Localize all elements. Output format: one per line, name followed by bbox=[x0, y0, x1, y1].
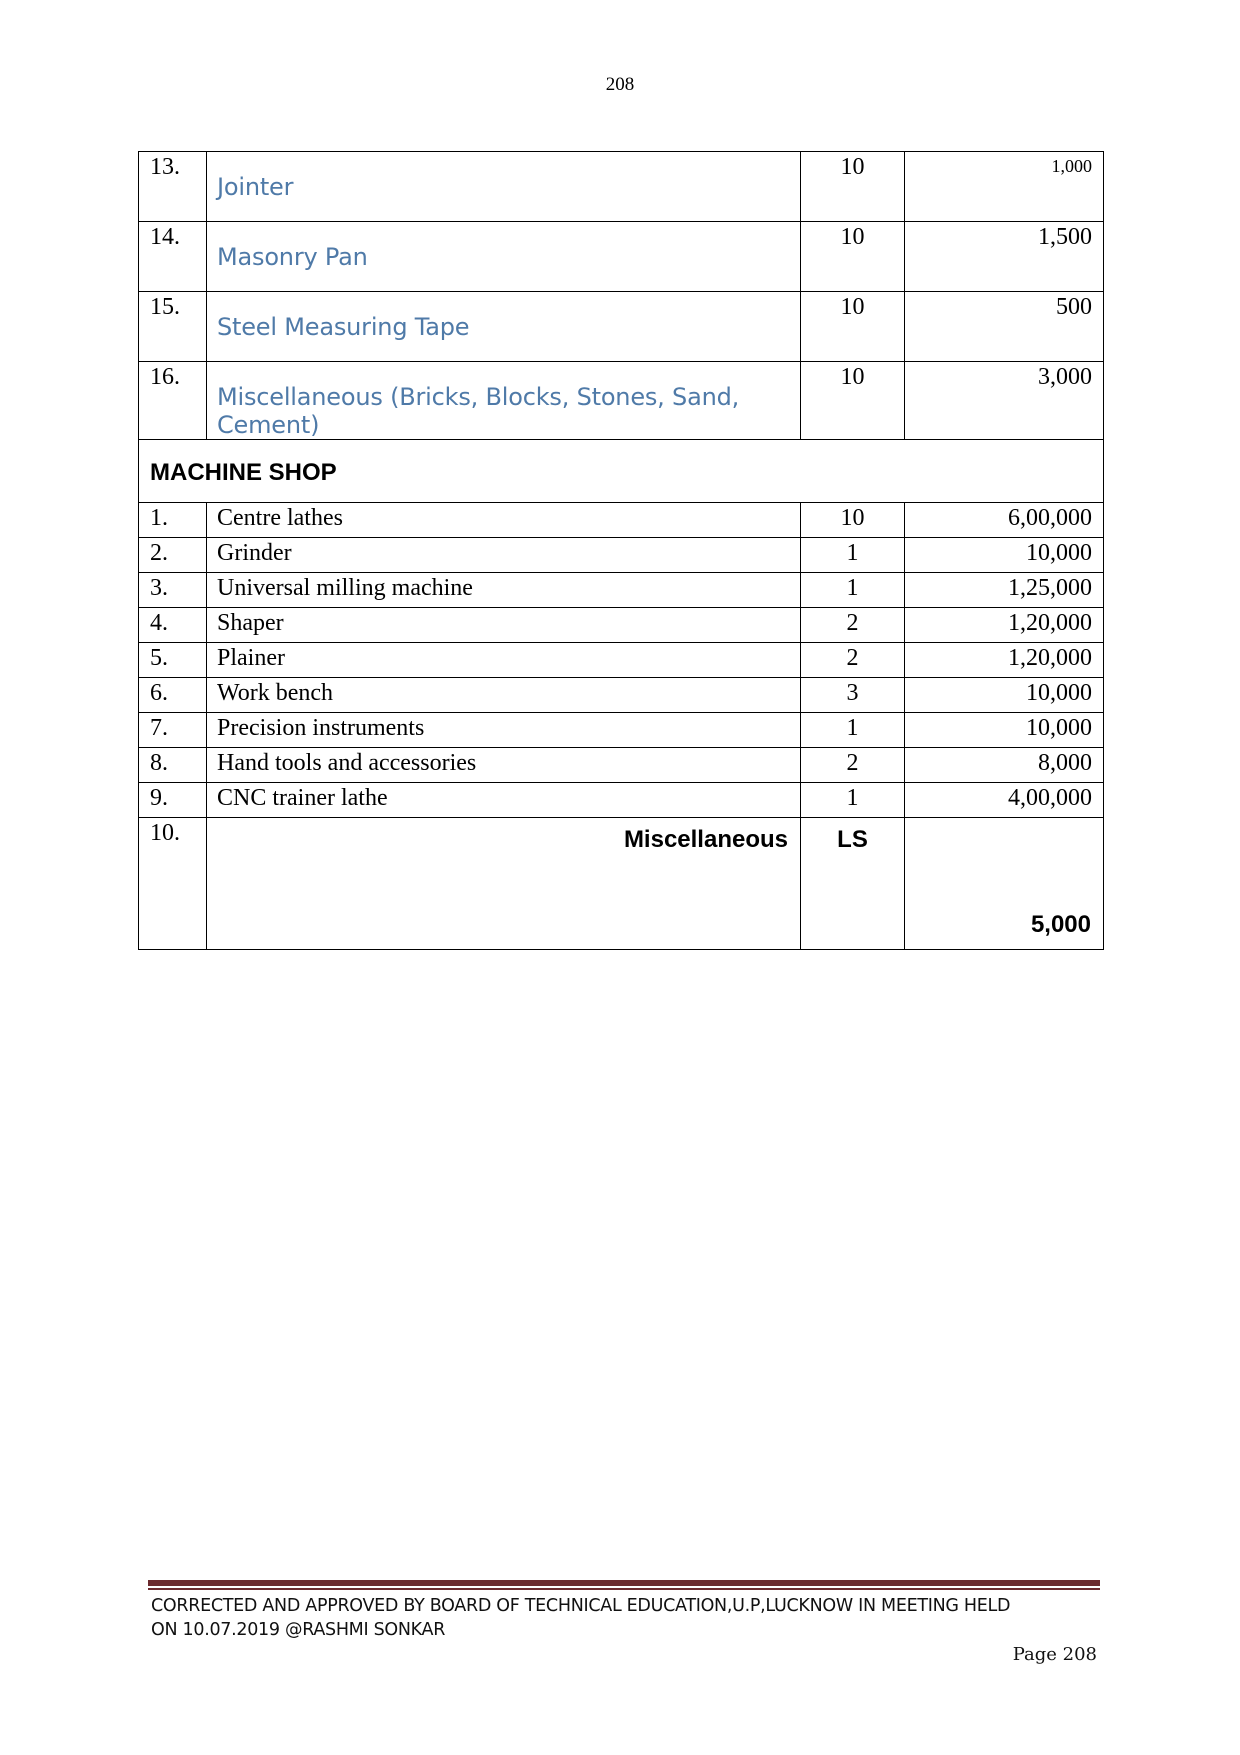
section-title: MACHINE SHOP bbox=[139, 440, 1104, 503]
item-name: Jointer bbox=[207, 152, 801, 222]
cost: 1,500 bbox=[905, 222, 1104, 292]
cost: 10,000 bbox=[905, 538, 1104, 573]
cost: 3,000 bbox=[905, 362, 1104, 440]
table-row bbox=[139, 783, 1104, 818]
footer-divider-thin bbox=[148, 1588, 1100, 1590]
table-row bbox=[139, 292, 1104, 362]
serial-number: 4. bbox=[139, 608, 207, 643]
quantity: 2 bbox=[801, 608, 905, 643]
page-number-top: 208 bbox=[605, 74, 635, 95]
item-name: Miscellaneous bbox=[207, 818, 801, 950]
item-name: Centre lathes bbox=[207, 503, 801, 538]
serial-number: 16. bbox=[139, 362, 207, 440]
table-row bbox=[139, 222, 1104, 292]
cost: 5,000 bbox=[905, 818, 1104, 950]
cost: 1,000 bbox=[905, 152, 1104, 222]
serial-number: 7. bbox=[139, 713, 207, 748]
quantity: 1 bbox=[801, 573, 905, 608]
quantity: 1 bbox=[801, 783, 905, 818]
cost: 1,20,000 bbox=[905, 643, 1104, 678]
cost: 500 bbox=[905, 292, 1104, 362]
cost: 4,00,000 bbox=[905, 783, 1104, 818]
footer-divider bbox=[148, 1580, 1100, 1586]
serial-number: 8. bbox=[139, 748, 207, 783]
equipment-table bbox=[138, 151, 1104, 950]
footer-line-2: ON 10.07.2019 @RASHMI SONKAR bbox=[151, 1620, 446, 1640]
quantity: 2 bbox=[801, 748, 905, 783]
table-row bbox=[139, 152, 1104, 222]
quantity: 2 bbox=[801, 643, 905, 678]
cost: 10,000 bbox=[905, 678, 1104, 713]
item-name: Hand tools and accessories bbox=[207, 748, 801, 783]
item-name: Plainer bbox=[207, 643, 801, 678]
quantity: 10 bbox=[801, 152, 905, 222]
item-name: Shaper bbox=[207, 608, 801, 643]
quantity: 10 bbox=[801, 222, 905, 292]
quantity: 10 bbox=[801, 292, 905, 362]
cost: 1,25,000 bbox=[905, 573, 1104, 608]
serial-number: 13. bbox=[139, 152, 207, 222]
item-name: Masonry Pan bbox=[207, 222, 801, 292]
quantity: 3 bbox=[801, 678, 905, 713]
item-name: Precision instruments bbox=[207, 713, 801, 748]
item-name: Miscellaneous (Bricks, Blocks, Stones, Sand, Cement) bbox=[207, 362, 801, 440]
serial-number: 3. bbox=[139, 573, 207, 608]
serial-number: 14. bbox=[139, 222, 207, 292]
table-row bbox=[139, 503, 1104, 538]
serial-number: 15. bbox=[139, 292, 207, 362]
table-row bbox=[139, 538, 1104, 573]
serial-number: 5. bbox=[139, 643, 207, 678]
item-name: CNC trainer lathe bbox=[207, 783, 801, 818]
item-name: Universal milling machine bbox=[207, 573, 801, 608]
serial-number: 2. bbox=[139, 538, 207, 573]
serial-number: 10. bbox=[139, 818, 207, 950]
serial-number: 1. bbox=[139, 503, 207, 538]
quantity: LS bbox=[801, 818, 905, 950]
table-row bbox=[139, 362, 1104, 440]
table-row bbox=[139, 608, 1104, 643]
table-row bbox=[139, 713, 1104, 748]
cost: 6,00,000 bbox=[905, 503, 1104, 538]
quantity: 10 bbox=[801, 362, 905, 440]
table-row bbox=[139, 748, 1104, 783]
item-name: Steel Measuring Tape bbox=[207, 292, 801, 362]
section-row bbox=[139, 440, 1104, 503]
cost: 10,000 bbox=[905, 713, 1104, 748]
cost: 1,20,000 bbox=[905, 608, 1104, 643]
footer-page-number: Page 208 bbox=[1012, 1644, 1097, 1665]
table-row bbox=[139, 573, 1104, 608]
serial-number: 9. bbox=[139, 783, 207, 818]
footer-text bbox=[151, 1594, 1101, 1642]
table-row bbox=[139, 678, 1104, 713]
cost: 8,000 bbox=[905, 748, 1104, 783]
quantity: 10 bbox=[801, 503, 905, 538]
table-row-final bbox=[139, 818, 1104, 950]
table-row bbox=[139, 643, 1104, 678]
serial-number: 6. bbox=[139, 678, 207, 713]
item-name: Grinder bbox=[207, 538, 801, 573]
footer-line-1: CORRECTED AND APPROVED BY BOARD OF TECHNICAL EDUCATION,U.P,LUCKNOW IN MEETING HELD bbox=[151, 1596, 1011, 1616]
quantity: 1 bbox=[801, 713, 905, 748]
item-name: Work bench bbox=[207, 678, 801, 713]
quantity: 1 bbox=[801, 538, 905, 573]
